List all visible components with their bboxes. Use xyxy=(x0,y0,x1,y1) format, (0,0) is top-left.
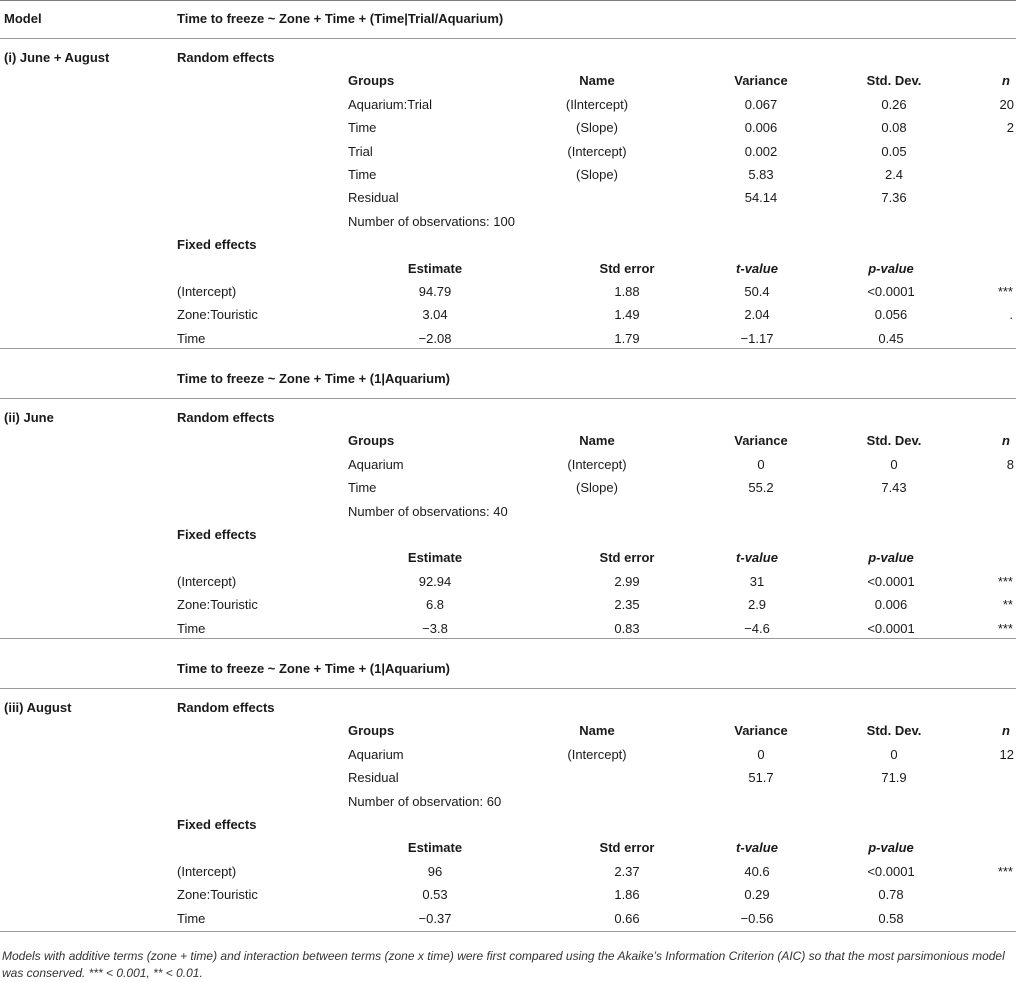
fixed-effect-std-error: 2.99 xyxy=(614,573,640,589)
fixed-effect-term: (Intercept) xyxy=(177,284,237,299)
std-error-column-header: Std error xyxy=(599,550,655,566)
random-effect-variance: 0.067 xyxy=(744,96,778,112)
variance-column-header: Variance xyxy=(734,723,788,739)
random-effect-std-dev: 0 xyxy=(890,456,898,472)
name-column-header: Name xyxy=(579,723,615,739)
groups-column-header: Groups xyxy=(348,73,395,89)
fixed-effect-p-value: <0.0001 xyxy=(867,573,915,589)
fixed-effect-std-error: 0.83 xyxy=(614,620,640,636)
random-effect-std-dev: 0 xyxy=(890,746,898,762)
std-dev-column-header: Std. Dev. xyxy=(866,73,922,89)
significance-marker: *** xyxy=(997,573,1013,589)
section-divider xyxy=(0,348,1016,349)
fixed-effect-std-error: 0.66 xyxy=(614,910,640,926)
fixed-effect-estimate: −0.37 xyxy=(418,910,452,926)
model-label: (i) June + August xyxy=(4,50,110,65)
estimate-column-header: Estimate xyxy=(407,260,463,276)
std-error-column-header: Std error xyxy=(599,260,655,276)
n-column-header: n xyxy=(1002,723,1010,739)
random-effect-group: Residual xyxy=(348,770,399,786)
random-effect-name: (Intercept) xyxy=(567,143,627,159)
significance-marker: . xyxy=(1009,307,1013,323)
model-formula: Time to freeze ~ Zone + Time + (1|Aquarium) xyxy=(177,661,450,676)
fixed-effect-p-value: <0.0001 xyxy=(867,863,915,879)
model-label: (ii) June xyxy=(4,410,54,425)
p-value-column-header: p-value xyxy=(868,260,914,276)
random-effect-std-dev: 7.43 xyxy=(881,480,907,496)
fixed-effect-t-value: 0.29 xyxy=(744,887,770,903)
fixed-effect-t-value: 2.9 xyxy=(747,597,767,613)
header-rule xyxy=(0,38,1016,39)
significance-marker: *** xyxy=(997,284,1013,299)
p-value-column-header: p-value xyxy=(868,550,914,566)
table-footnote: Models with additive terms (zone + time) and interaction between terms (zone x time) were first compared using the Akaike’s Information Criterion (AIC) so that the most parsimonious model was conserved. *** < 0.001, ** < 0.01. xyxy=(2,949,1005,980)
variance-column-header: Variance xyxy=(734,433,788,449)
random-effect-variance: 5.83 xyxy=(748,167,774,182)
variance-column-header: Variance xyxy=(734,73,788,89)
fixed-effect-t-value: −4.6 xyxy=(744,620,770,636)
random-effect-std-dev: 0.26 xyxy=(881,96,907,112)
fixed-effect-estimate: 0.53 xyxy=(422,887,448,903)
model-label: (iii) August xyxy=(4,700,72,715)
fixed-effects-heading: Fixed effects xyxy=(177,237,257,253)
section-rule xyxy=(0,688,1016,689)
random-effect-variance: 0.002 xyxy=(744,143,778,159)
fixed-effect-estimate: 94.79 xyxy=(418,284,452,299)
groups-column-header: Groups xyxy=(348,433,395,449)
random-effect-variance: 0.006 xyxy=(744,120,778,136)
t-value-column-header: t-value xyxy=(736,260,778,276)
significance-marker: *** xyxy=(997,620,1013,636)
random-effect-group: Time xyxy=(348,480,377,496)
fixed-effect-t-value: 40.6 xyxy=(744,863,770,879)
fixed-effect-term: Zone:Touristic xyxy=(177,887,258,903)
fixed-effect-term: Time xyxy=(177,620,206,636)
fixed-effect-estimate: 92.94 xyxy=(418,573,452,589)
section-rule xyxy=(0,398,1016,399)
fixed-effect-term: Zone:Touristic xyxy=(177,307,258,323)
fixed-effect-term: (Intercept) xyxy=(177,863,237,879)
random-effect-group: Residual xyxy=(348,190,399,206)
random-effect-std-dev: 0.05 xyxy=(881,143,907,159)
fixed-effect-p-value: 0.78 xyxy=(878,887,904,903)
fixed-effect-t-value: 2.04 xyxy=(744,307,770,323)
random-effect-n: 8 xyxy=(1006,456,1014,472)
random-effect-variance: 54.14 xyxy=(744,190,778,206)
fixed-effect-t-value: 50.4 xyxy=(744,284,770,299)
random-effect-name: (Ilntercept) xyxy=(565,96,629,112)
significance-marker: ** xyxy=(1002,597,1013,613)
fixed-effect-std-error: 1.88 xyxy=(614,284,640,299)
random-effect-group: Time xyxy=(348,120,377,136)
t-value-column-header: t-value xyxy=(736,840,778,856)
random-effect-group: Time xyxy=(348,167,377,182)
t-value-column-header: t-value xyxy=(736,550,778,566)
std-dev-column-header: Std. Dev. xyxy=(866,723,922,739)
fixed-effects-heading: Fixed effects xyxy=(177,527,257,542)
fixed-effect-estimate: 6.8 xyxy=(425,597,445,613)
random-effect-std-dev: 71.9 xyxy=(881,770,907,786)
fixed-effect-p-value: 0.45 xyxy=(878,330,904,346)
fixed-effect-t-value: −0.56 xyxy=(740,910,774,926)
random-effect-name: (Slope) xyxy=(576,167,618,182)
random-effects-heading: Random effects xyxy=(177,700,275,715)
random-effect-name: (Slope) xyxy=(576,120,618,136)
fixed-effect-term: (Intercept) xyxy=(177,573,237,589)
fixed-effect-std-error: 2.37 xyxy=(614,863,640,879)
random-effect-name: (Slope) xyxy=(576,480,618,496)
estimate-column-header: Estimate xyxy=(407,550,463,566)
fixed-effect-estimate: 3.04 xyxy=(422,307,448,323)
random-effect-n: 2 xyxy=(1006,120,1014,136)
significance-marker: *** xyxy=(997,863,1013,879)
name-column-header: Name xyxy=(579,433,615,449)
random-effect-group: Trial xyxy=(348,143,373,159)
n-column-header: n xyxy=(1002,73,1010,89)
fixed-effect-estimate: −2.08 xyxy=(418,330,452,346)
fixed-effects-heading: Fixed effects xyxy=(177,817,257,832)
random-effect-variance: 51.7 xyxy=(748,770,774,786)
fixed-effect-t-value: 31 xyxy=(749,573,765,589)
model-column-header: Model xyxy=(4,11,42,26)
random-effects-heading: Random effects xyxy=(177,410,275,425)
observation-count: Number of observations: 40 xyxy=(348,503,508,519)
fixed-effect-term: Time xyxy=(177,330,206,346)
table-top-rule xyxy=(0,0,1016,1)
fixed-effect-p-value: 0.056 xyxy=(874,307,908,323)
fixed-effect-p-value: <0.0001 xyxy=(867,620,915,636)
fixed-effect-term: Time xyxy=(177,910,206,926)
random-effect-group: Aquarium:Trial xyxy=(348,96,433,112)
fixed-effect-estimate: 96 xyxy=(427,863,443,879)
random-effect-n: 12 xyxy=(999,746,1014,762)
random-effect-n: 20 xyxy=(999,96,1014,112)
random-effects-heading: Random effects xyxy=(177,50,275,65)
fixed-effect-std-error: 2.35 xyxy=(614,597,640,613)
section-divider xyxy=(0,638,1016,639)
observation-count: Number of observation: 60 xyxy=(348,793,502,809)
fixed-effect-p-value: 0.006 xyxy=(874,597,908,613)
table-bottom-rule xyxy=(0,931,1016,932)
name-column-header: Name xyxy=(579,73,615,89)
random-effect-std-dev: 2.4 xyxy=(884,167,904,182)
std-dev-column-header: Std. Dev. xyxy=(866,433,922,449)
model-formula: Time to freeze ~ Zone + Time + (1|Aquarium) xyxy=(177,371,450,386)
n-column-header: n xyxy=(1002,433,1010,449)
fixed-effect-t-value: −1.17 xyxy=(740,330,774,346)
estimate-column-header: Estimate xyxy=(407,840,463,856)
random-effect-variance: 0 xyxy=(757,746,765,762)
random-effect-std-dev: 7.36 xyxy=(881,190,907,206)
fixed-effect-p-value: 0.58 xyxy=(878,910,904,926)
fixed-effect-std-error: 1.49 xyxy=(614,307,640,323)
fixed-effect-p-value: <0.0001 xyxy=(867,284,915,299)
fixed-effect-std-error: 1.79 xyxy=(614,330,640,346)
random-effect-group: Aquarium xyxy=(348,456,404,472)
fixed-effect-estimate: −3.8 xyxy=(422,620,448,636)
random-effect-name: (Intercept) xyxy=(567,746,627,762)
groups-column-header: Groups xyxy=(348,723,395,739)
random-effect-name: (Intercept) xyxy=(567,456,627,472)
fixed-effect-term: Zone:Touristic xyxy=(177,597,258,613)
p-value-column-header: p-value xyxy=(868,840,914,856)
random-effect-variance: 0 xyxy=(757,456,765,472)
random-effect-variance: 55.2 xyxy=(748,480,774,496)
random-effect-std-dev: 0.08 xyxy=(881,120,907,136)
model-formula: Time to freeze ~ Zone + Time + (Time|Trial/Aquarium) xyxy=(177,11,504,26)
random-effect-group: Aquarium xyxy=(348,746,404,762)
observation-count: Number of observations: 100 xyxy=(348,213,515,229)
std-error-column-header: Std error xyxy=(599,840,655,856)
fixed-effect-std-error: 1.86 xyxy=(614,887,640,903)
